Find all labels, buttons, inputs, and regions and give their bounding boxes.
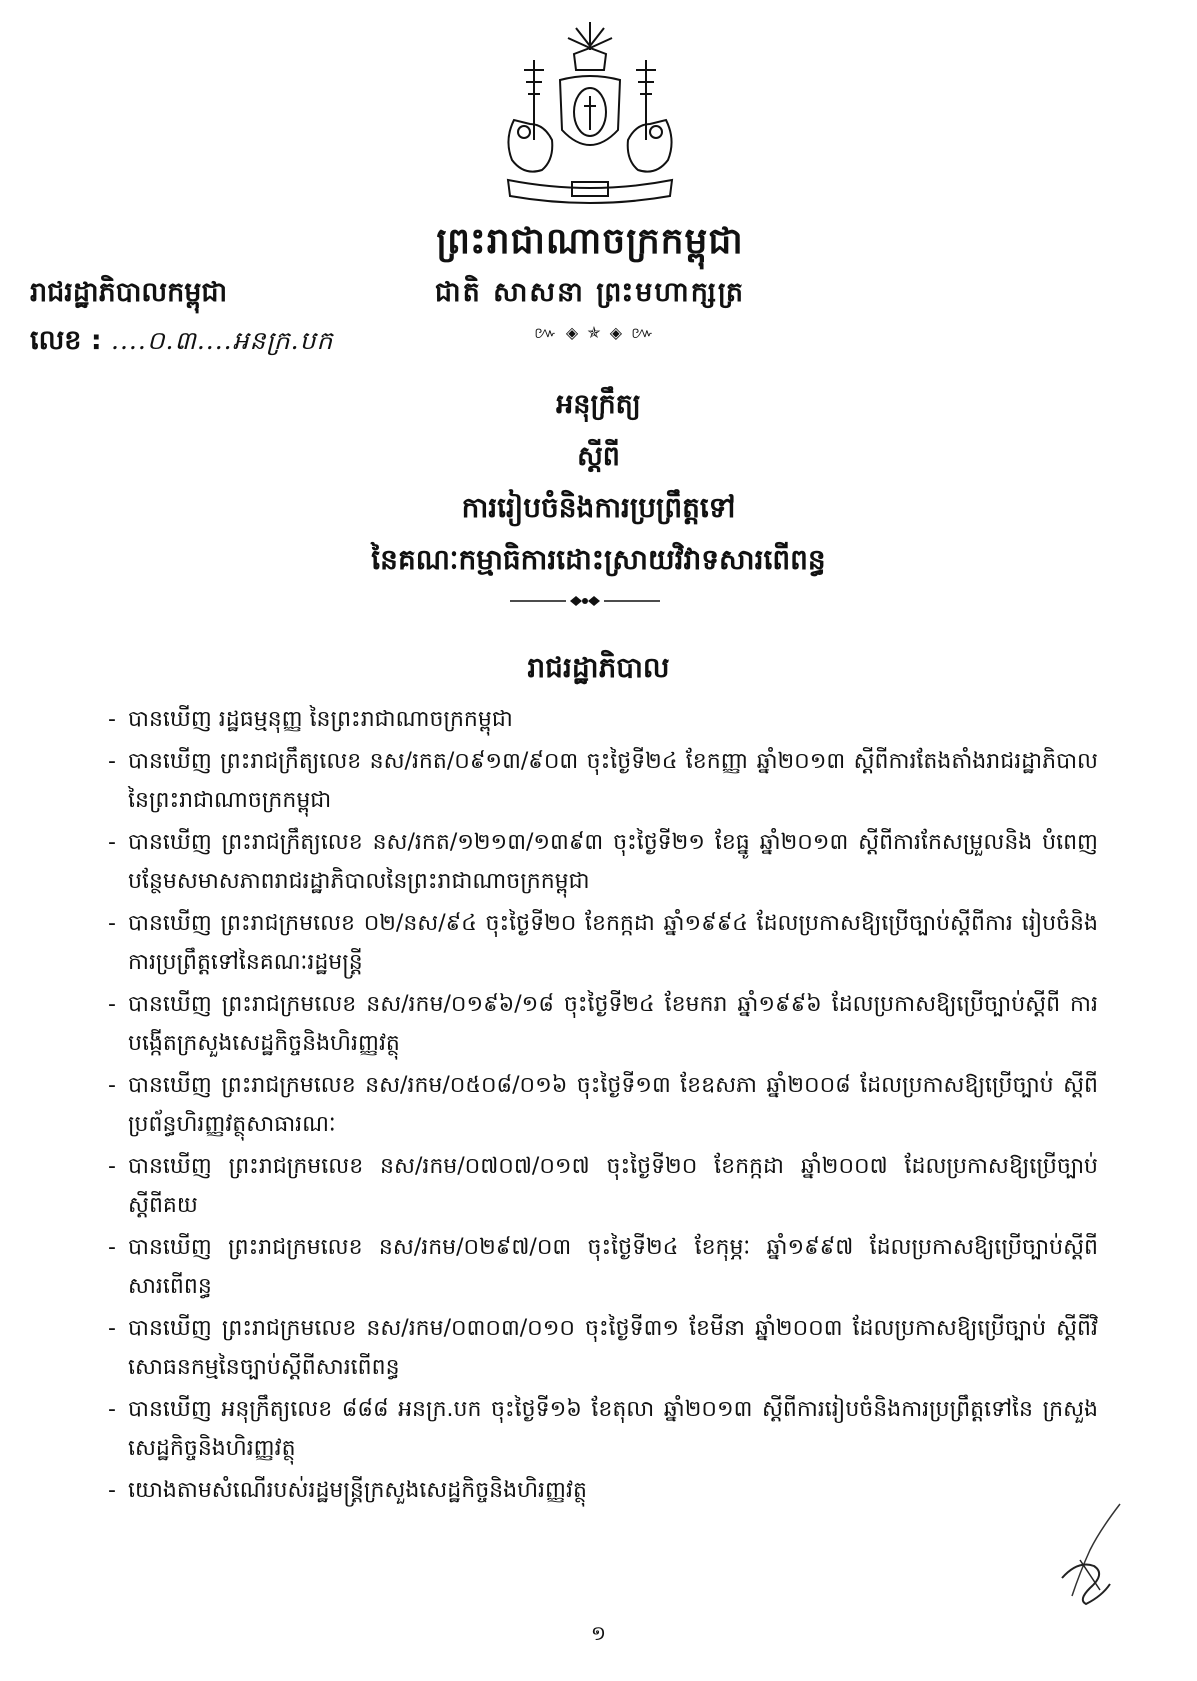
document-type: អនុក្រឹត្យ xyxy=(556,389,641,420)
clause-dash: - xyxy=(108,749,116,774)
clause-dash: - xyxy=(108,707,116,732)
page-number: ១ xyxy=(590,1621,607,1645)
issuing-authority: រាជរដ្ឋាភិបាលកម្ពុជា xyxy=(30,277,228,308)
clause-dash: - xyxy=(108,911,116,936)
clause-text: បានឃើញ ព្រះរាជក្រមលេខ នស/រកម/០២៩៧/០៣ ចុះថ្ងៃទី២៤ ខែកុម្ភៈ ឆ្នាំ១៩៩៧ ដែលប្រកាសឱ្យប្រើច្បាប់ស្តីពី សារពើពន្ធ xyxy=(128,1235,1098,1299)
preamble-clause xyxy=(108,904,1098,982)
royal-emblem xyxy=(494,20,686,210)
clause-dash: - xyxy=(108,992,116,1017)
preamble-clause xyxy=(108,1390,1098,1468)
reference-label: លេខ : xyxy=(30,325,102,356)
clause-text: បានឃើញ ព្រះរាជក្រមលេខ នស/រកម/០៥០៨/០១៦ ចុះថ្ងៃទី១៣ ខែឧសភា ឆ្នាំ២០០៨ ដែលប្រកាសឱ្យប្រើច្បាប់ ស្តីពីប្រព័ន្ធហិរញ្ញវត្ថុសាធារណៈ xyxy=(128,1073,1098,1137)
preamble-clauses xyxy=(108,700,1098,1513)
clause-dash: - xyxy=(108,1073,116,1098)
preamble-clause xyxy=(108,823,1098,901)
preamble-clause xyxy=(108,1309,1098,1387)
clause-text: បានឃើញ ព្រះរាជក្រមលេខ ០២/នស/៩៤ ចុះថ្ងៃទី២០ ខែកក្កដា ឆ្នាំ១៩៩៤ ដែលប្រកាសឱ្យប្រើច្បាប់ស្តីពីការ រៀបចំនិងការប្រព្រឹត្តទៅនៃគណៈរដ្ឋមន្ត្រី xyxy=(128,911,1098,975)
clause-text: យោងតាមសំណើរបស់រដ្ឋមន្ត្រីក្រសួងសេដ្ឋកិច្ចនិងហិរញ្ញវត្ថុ xyxy=(128,1478,587,1503)
preamble-clause xyxy=(108,1147,1098,1225)
clause-text: បានឃើញ អនុក្រឹត្យលេខ ៨៨៨ អនក្រ.បក ចុះថ្ងៃទី១៦ ខែតុលា ឆ្នាំ២០១៣ ស្តីពីការរៀបចំនិងការប្រព្រឹត្តទៅនៃ ក្រសួងសេដ្ឋកិច្ចនិងហិរញ្ញវត្ថុ xyxy=(128,1397,1098,1461)
preamble-clause xyxy=(108,1471,1098,1510)
clause-dash: - xyxy=(108,1154,116,1179)
reference-number-line xyxy=(30,324,333,363)
clause-dash: - xyxy=(108,1397,116,1422)
clause-text: បានឃើញ ព្រះរាជក្រឹត្យលេខ នស/រកត/១២១៣/១៣៩៣ ចុះថ្ងៃទី២១ ខែធ្នូ ឆ្នាំ២០១៣ ស្តីពីការកែសម្រួលនិង បំពេញបន្ថែមសមាសភាពរាជរដ្ឋាភិបាលនៃព្រះរាជាណាចក្រកម្ពុជា xyxy=(128,830,1098,894)
ornamental-divider xyxy=(510,594,660,608)
motto-ornament: ៚ ◈ ✯ ◈ ៚ xyxy=(534,323,656,342)
clause-text: បានឃើញ ព្រះរាជក្រមលេខ នស/រកម/០៧០៧/០១៧ ចុះថ្ងៃទី២០ ខែកក្កដា ឆ្នាំ២០០៧ ដែលប្រកាសឱ្យប្រើច្បាប់ ស្តីពីគយ xyxy=(128,1154,1098,1218)
kingdom-title: ព្រះរាជាណាចក្រកម្ពុជា xyxy=(436,221,744,262)
clause-dash: - xyxy=(108,1316,116,1341)
preamble-clause xyxy=(108,985,1098,1063)
clause-text: បានឃើញ ព្រះរាជក្រមលេខ នស/រកម/០១៩៦/១៨ ចុះថ្ងៃទី២៤ ខែមករា ឆ្នាំ១៩៩៦ ដែលប្រកាសឱ្យប្រើច្បាប់ស្តីពី ការបង្កើតក្រសួងសេដ្ឋកិច្ចនិងហិរញ្ញវត្ថុ xyxy=(128,992,1098,1056)
handwritten-initials xyxy=(1050,1500,1130,1610)
preamble-clause xyxy=(108,700,1098,739)
clause-dash: - xyxy=(108,1235,116,1260)
preamble-clause xyxy=(108,1066,1098,1144)
document-subject-line-2: នៃគណៈកម្មាធិការដោះស្រាយវិវាទសារពើពន្ធ xyxy=(371,543,826,576)
section-heading: រាជរដ្ឋាភិបាល xyxy=(527,651,670,684)
preamble-clause xyxy=(108,742,1098,820)
clause-text: បានឃើញ ព្រះរាជក្រឹត្យលេខ នស/រកត/០៩១៣/៩០៣ ចុះថ្ងៃទី២៤ ខែកញ្ញា ឆ្នាំ២០១៣ ស្តីពីការតែងតាំងរាជរដ្ឋាភិបាល នៃព្រះរាជាណាចក្រកម្ពុជា xyxy=(128,749,1098,813)
national-motto: ជាតិ សាសនា ព្រះមហាក្សត្រ xyxy=(434,277,746,308)
clause-text: បានឃើញ ព្រះរាជក្រមលេខ នស/រកម/០៣០៣/០១០ ចុះថ្ងៃទី៣១ ខែមីនា ឆ្នាំ២០០៣ ដែលប្រកាសឱ្យប្រើច្បាប់ ស្តីពីវិសោធនកម្មនៃច្បាប់ស្តីពីសារពើពន្ធ xyxy=(128,1316,1098,1380)
clause-dash: - xyxy=(108,1478,116,1503)
preamble-clause xyxy=(108,1228,1098,1306)
document-subject-line-1: ការរៀបចំនិងការប្រព្រឹត្តទៅ xyxy=(461,491,736,524)
reference-number: ....០.៣....អនក្រ.បក xyxy=(111,326,334,355)
clause-text: បានឃើញ រដ្ឋធម្មនុញ្ញ នៃព្រះរាជាណាចក្រកម្ពុជា xyxy=(128,707,513,732)
document-about: ស្តីពី xyxy=(577,441,620,472)
clause-dash: - xyxy=(108,830,116,855)
